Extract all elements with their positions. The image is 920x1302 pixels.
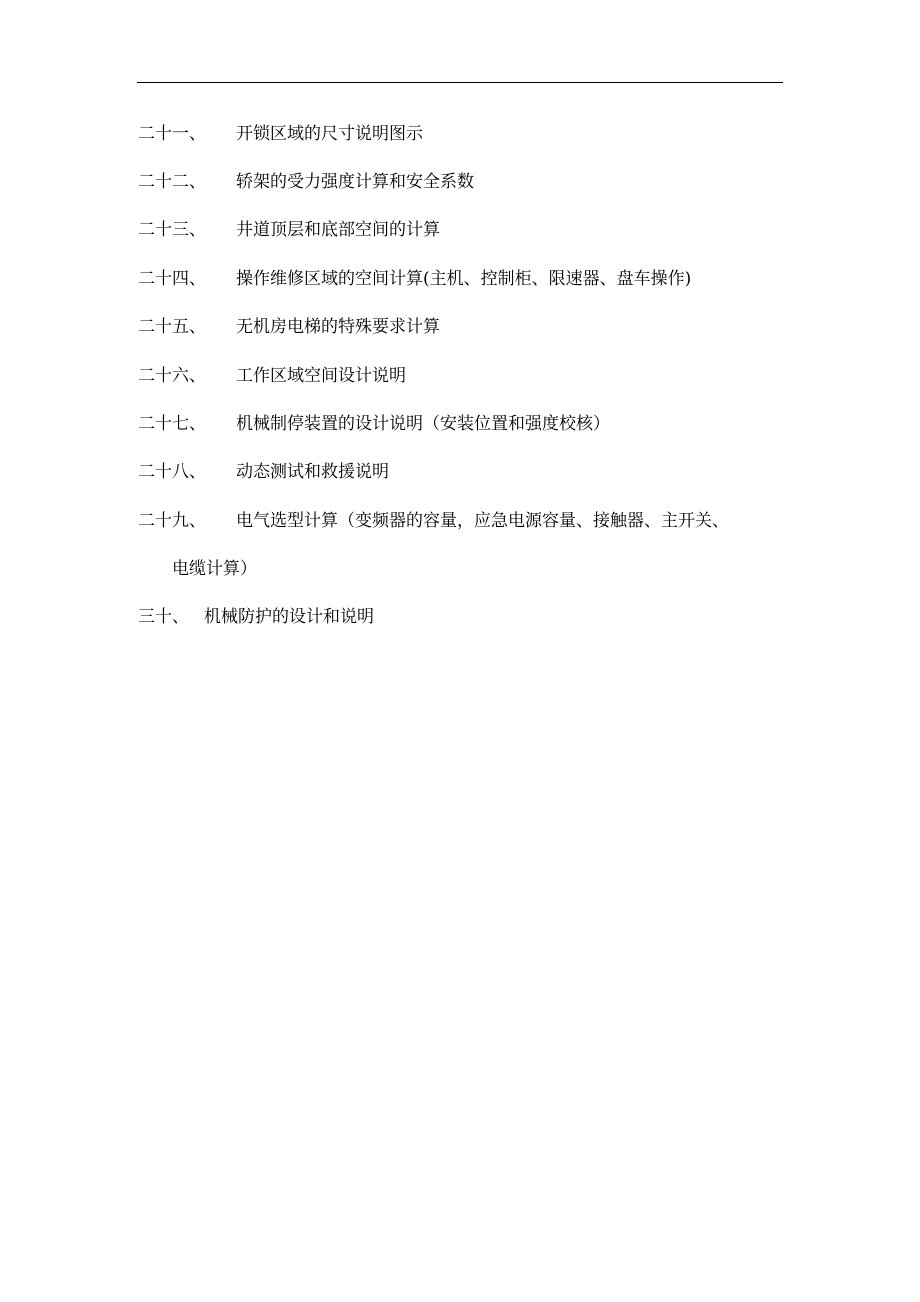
toc-item-24 xyxy=(138,269,691,289)
toc-item-title: 轿架的受力强度计算和安全系数 xyxy=(236,172,474,192)
toc-item-number: 二十四、 xyxy=(138,269,206,289)
toc-item-title: 动态测试和救援说明 xyxy=(236,462,389,482)
toc-item-title: 井道顶层和底部空间的计算 xyxy=(236,220,440,240)
toc-item-number: 二十七、 xyxy=(138,414,206,434)
toc-item-number: 二十一、 xyxy=(138,124,206,144)
toc-item-number: 二十二、 xyxy=(138,172,206,192)
toc-item-title: 无机房电梯的特殊要求计算 xyxy=(236,317,440,337)
toc-item-22 xyxy=(138,172,474,192)
toc-item-title: 操作维修区域的空间计算(主机、控制柜、限速器、盘车操作) xyxy=(236,269,692,289)
toc-item-25 xyxy=(138,317,440,337)
toc-item-21 xyxy=(138,124,423,144)
header-rule xyxy=(137,82,783,83)
toc-item-number: 二十六、 xyxy=(138,366,206,386)
toc-item-23 xyxy=(138,220,440,240)
toc-item-title: 电气选型计算（变频器的容量，应急电源容量、接触器、主开关、 xyxy=(236,511,729,531)
toc-item-number: 二十三、 xyxy=(138,220,206,240)
toc-item-title: 工作区域空间设计说明 xyxy=(236,366,406,386)
toc-item-27 xyxy=(138,414,610,434)
toc-item-29 xyxy=(138,511,729,531)
toc-item-number: 二十八、 xyxy=(138,462,206,482)
toc-item-28 xyxy=(138,462,389,482)
toc-item-number: 二十五、 xyxy=(138,317,206,337)
toc-item-number: 二十九、 xyxy=(138,511,206,531)
toc-item-30 xyxy=(138,607,374,627)
toc-item-title: 机械制停装置的设计说明（安装位置和强度校核） xyxy=(236,414,610,434)
toc-item-29-continuation: 电缆计算） xyxy=(172,559,257,579)
toc-item-title: 机械防护的设计和说明 xyxy=(204,607,374,627)
toc-item-title: 开锁区域的尺寸说明图示 xyxy=(236,124,423,144)
toc-item-26 xyxy=(138,366,406,386)
toc-item-number: 三十、 xyxy=(138,607,189,627)
